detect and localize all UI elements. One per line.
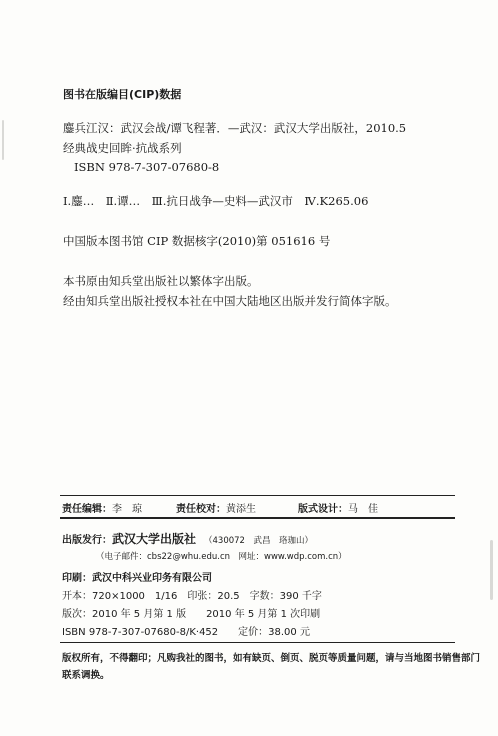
cip-note-authorization: 经由知兵堂出版社授权本社在中国大陆地区出版并发行简体字版。 [63, 294, 397, 308]
design-name: 马 佳 [348, 504, 378, 515]
cip-note-traditional: 本书原由知兵堂出版社以繁体字出版。 [63, 274, 259, 288]
cip-entry-line1: 鏖兵江汉：武汉会战/谭飞程著．—武汉：武汉大学出版社，2010.5 [63, 121, 407, 135]
isbn-price-line: ISBN 978-7-307-07680-8/K·452 定价：38.00 元 [62, 627, 310, 638]
cip-library-record: 中国版本图书馆 CIP 数据核字(2010)第 051616 号 [63, 234, 331, 248]
editor-label: 责任编辑： [62, 504, 112, 515]
divider-editors [60, 517, 455, 519]
edition-line: 版次：2010 年 5 月第 1 版 2010 年 5 月第 1 次印刷 [62, 609, 321, 620]
cip-isbn: ISBN 978-7-307-07680-8 [74, 160, 220, 174]
divider-bottom [60, 642, 455, 643]
scan-edge-mark [2, 120, 4, 160]
cip-classification: Ⅰ.鏖… Ⅱ.谭… Ⅲ.抗日战争—史料—武汉市 Ⅳ.K265.06 [63, 194, 369, 208]
publisher-name: 武汉大学出版社 [112, 532, 197, 546]
cip-heading: 图书在版编目(CIP)数据 [63, 88, 182, 101]
publisher-line [62, 530, 313, 547]
proof-label: 责任校对： [176, 504, 226, 515]
cip-entry-line2: 经典战史回眸·抗战系列 [63, 141, 182, 155]
publisher-contact: （电子邮件：cbs22@whu.edu.cn 网址：www.wdp.com.cn） [96, 552, 347, 562]
publisher-label: 出版发行： [62, 535, 112, 546]
copyright-notice: 版权所有，不得翻印；凡购我社的图书，如有缺页、倒页、脱页等质量问题，请与当地图书销售部门联系调换。 [62, 653, 481, 681]
proof-name: 黄添生 [226, 504, 256, 515]
scan-edge-mark [490, 540, 493, 600]
design-label: 版式设计： [298, 504, 348, 515]
printer-line: 印刷：武汉中科兴业印务有限公司 [62, 573, 212, 584]
divider-top [60, 495, 455, 496]
publisher-address: （430072 武昌 珞珈山） [204, 536, 313, 546]
format-line: 开本：720×1000 1/16 印张：20.5 字数：390 千字 [62, 591, 322, 602]
proof-credit [176, 500, 256, 515]
editor-name: 李 琼 [112, 504, 142, 515]
editor-credit [62, 500, 142, 515]
design-credit [298, 500, 378, 515]
